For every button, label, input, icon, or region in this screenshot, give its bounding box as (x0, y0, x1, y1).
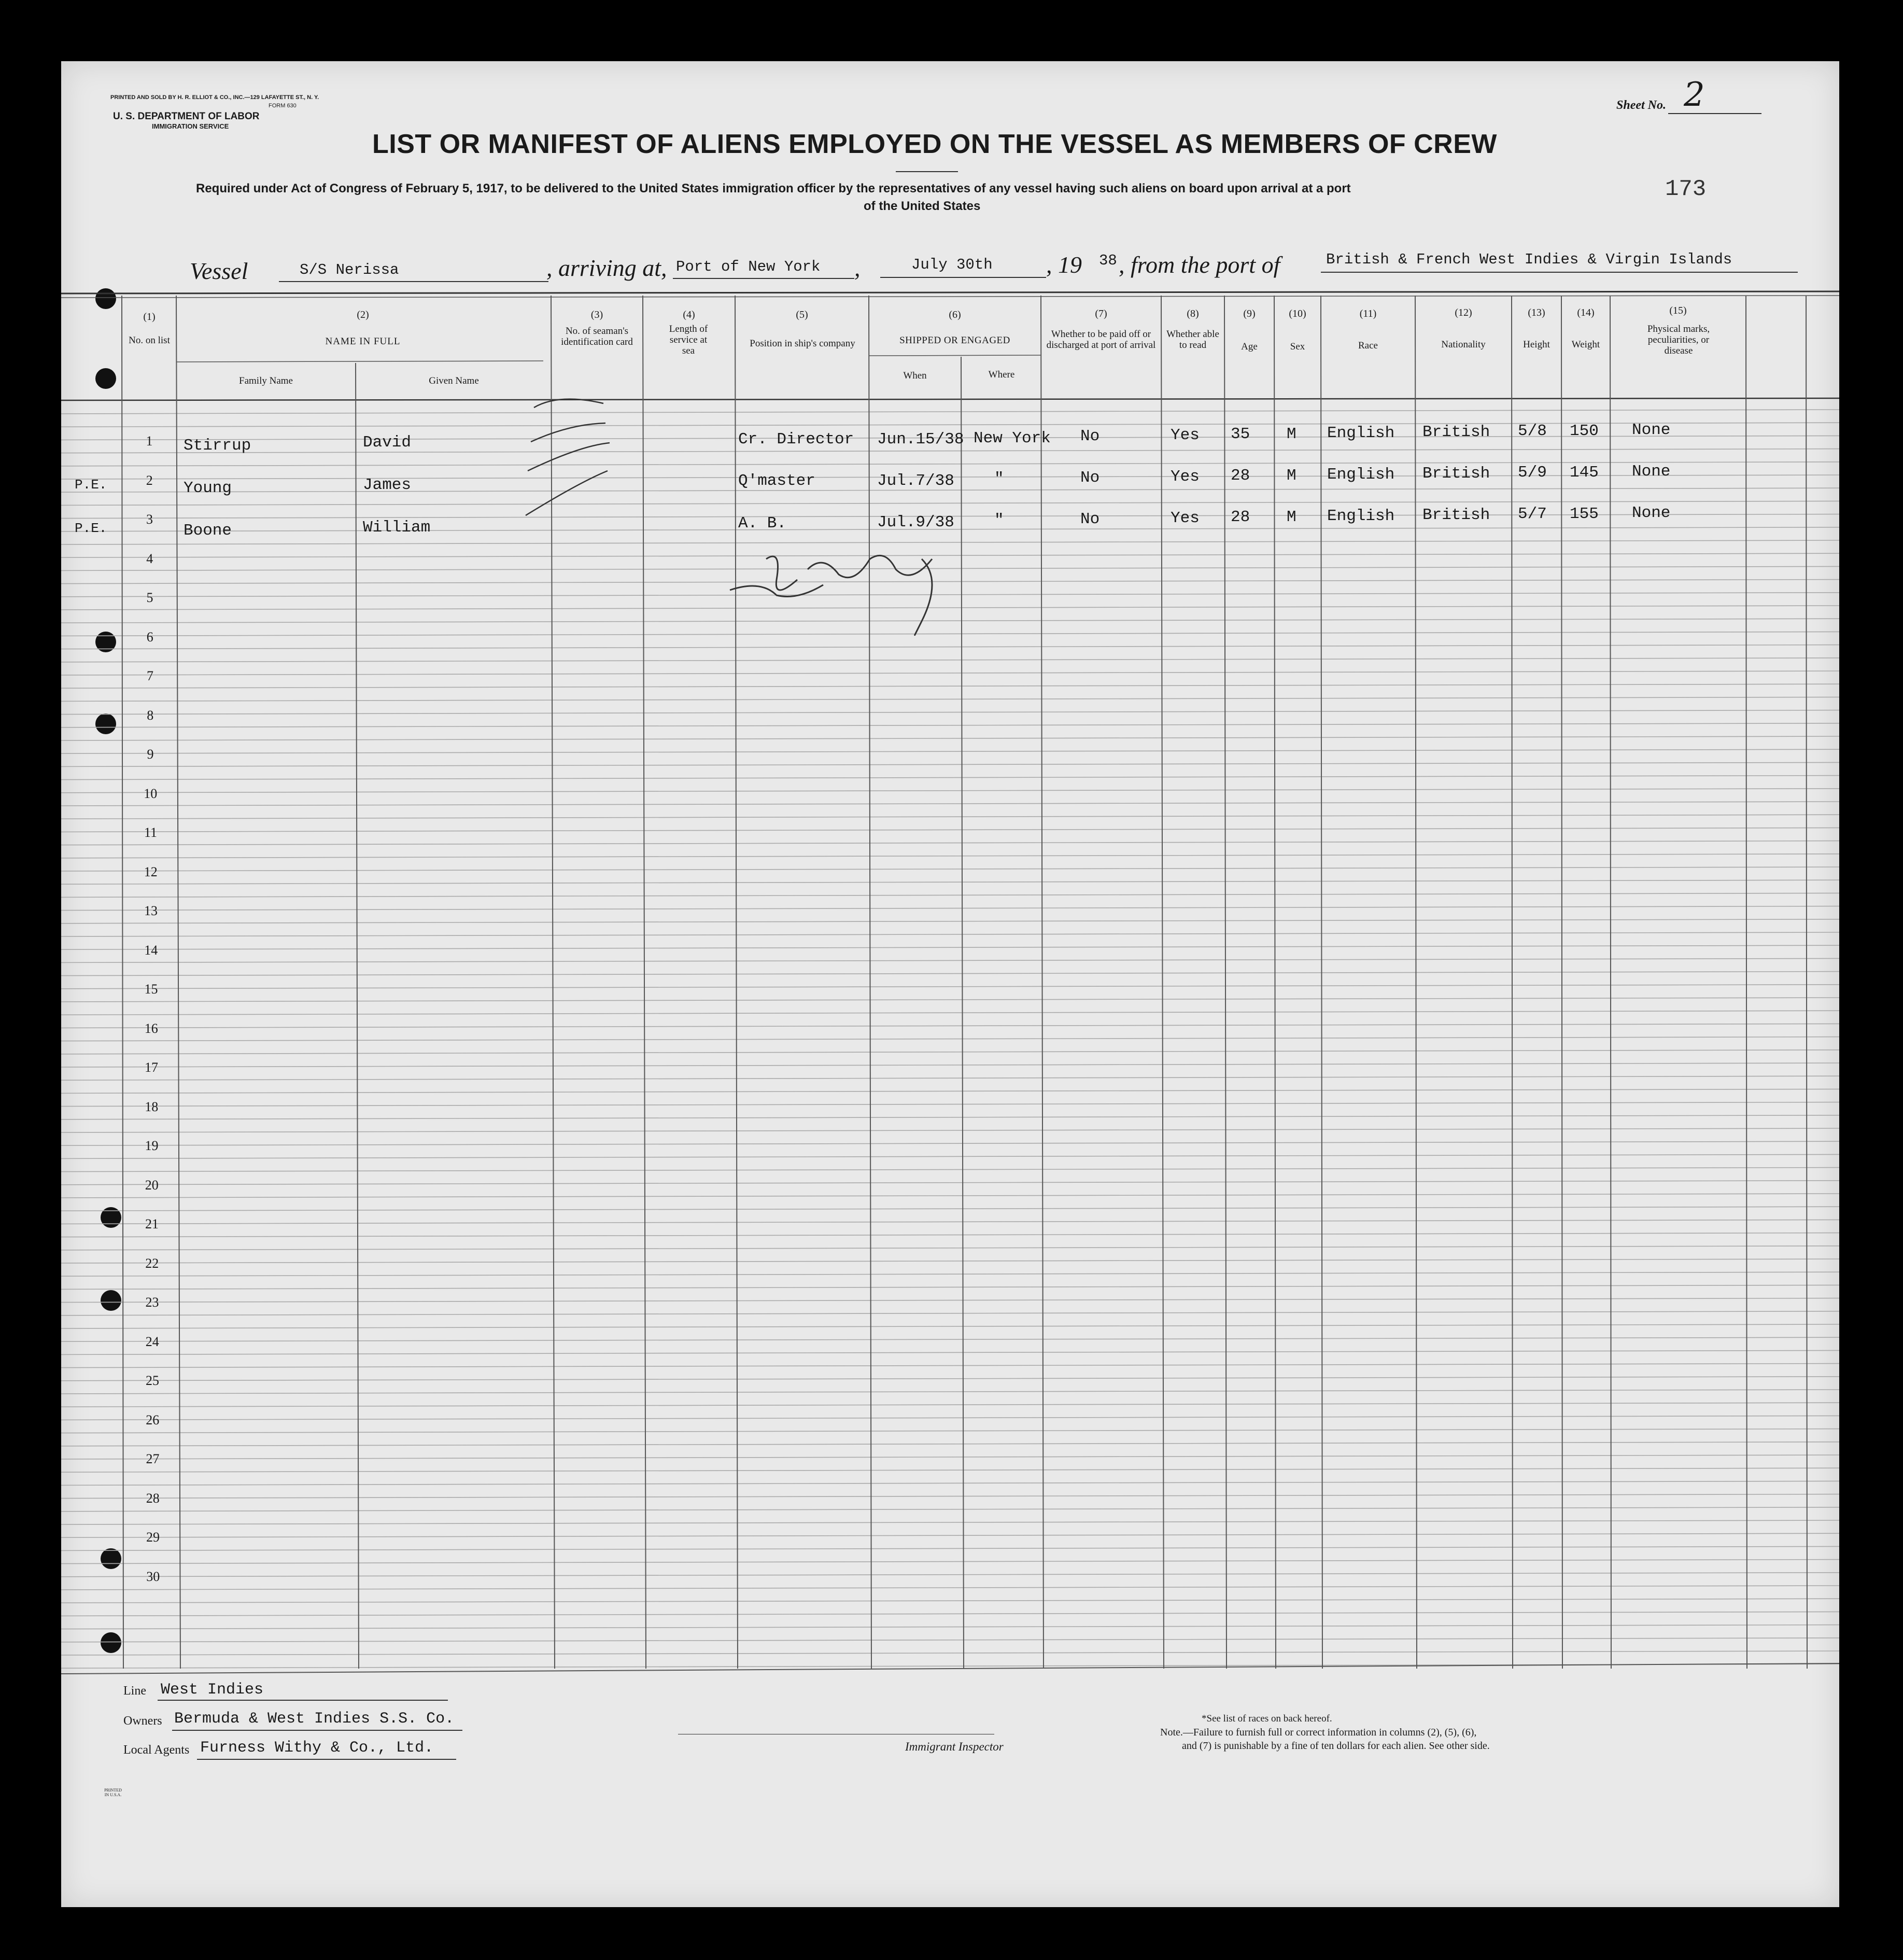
vessel-name: S/S Nerissa (300, 261, 399, 278)
height-cell: 5/9 (1518, 464, 1547, 482)
owners-underline (172, 1730, 462, 1731)
col5-number: (5) (796, 309, 808, 320)
col6-header: SHIPPED OR ENGAGED (899, 335, 1010, 346)
col14-header: Weight (1571, 339, 1600, 350)
line-value: West Indies (161, 1681, 264, 1699)
arrival-date: July 30th (911, 256, 993, 273)
col15-header: Physical marks, peculiarities, or disease (1647, 324, 1710, 356)
sex-cell: M (1287, 425, 1296, 443)
row-number: 17 (145, 1060, 158, 1075)
col12-header: Nationality (1441, 339, 1486, 350)
from-label: , from the port of (1119, 251, 1280, 278)
given-name-cell: James (363, 476, 412, 494)
position-cell: Q'master (738, 472, 815, 490)
row-number: 11 (144, 825, 158, 840)
col8-header: Whether able to read (1166, 329, 1219, 351)
manifest-sheet (61, 61, 1839, 1907)
subtitle-line2: of the United States (864, 199, 981, 213)
from-port: British & French West Indies & Virgin Islands (1326, 251, 1732, 268)
weight-cell: 150 (1570, 422, 1599, 440)
col5-header: Position in ship's company (750, 338, 855, 349)
stamp-number: 173 (1665, 176, 1707, 202)
col2-header: NAME IN FULL (325, 336, 401, 347)
row-number: 3 (146, 512, 153, 527)
col12-number: (12) (1455, 307, 1472, 318)
page-title: LIST OR MANIFEST OF ALIENS EMPLOYED ON THE VESSEL AS MEMBERS OF CREW (372, 129, 1497, 159)
line-label: Line (123, 1684, 146, 1698)
col1-number: (1) (143, 311, 156, 323)
row-number: 4 (146, 551, 153, 566)
shipped-when-cell: Jun.15/38 (877, 430, 964, 449)
col11-header: Race (1358, 340, 1378, 351)
department-label: U. S. DEPARTMENT OF LABOR (113, 111, 260, 122)
col13-number: (13) (1528, 307, 1545, 318)
row-number: 23 (145, 1295, 159, 1310)
arrival-year: 38 (1099, 252, 1117, 269)
arrival-port: Port of New York (676, 258, 821, 275)
physical-marks-cell: None (1632, 421, 1671, 439)
row-number: 15 (144, 982, 158, 997)
age-cell: 28 (1231, 508, 1250, 526)
able-to-read-cell: Yes (1171, 468, 1200, 486)
family-name-cell: Stirrup (184, 437, 251, 455)
form-number: FORM 630 (269, 103, 297, 109)
row-number: 5 (146, 590, 153, 605)
nationality-cell: British (1422, 465, 1490, 483)
row-margin-note: P.E. (75, 521, 107, 536)
col6-where-header: Where (988, 369, 1015, 380)
row-number: 8 (147, 707, 154, 723)
col14-number: (14) (1577, 307, 1595, 318)
shipped-when-cell: Jul.9/38 (877, 513, 954, 531)
shipped-when-cell: Jul.7/38 (877, 472, 954, 490)
col6-when-header: When (903, 370, 927, 381)
given-name-cell: William (363, 519, 431, 537)
row-number: 25 (146, 1373, 159, 1388)
paid-off-cell: No (1080, 427, 1100, 445)
col8-number: (8) (1187, 308, 1199, 319)
penalty-note-2: and (7) is punishable by a fine of ten dollars for each alien. See other side. (1182, 1740, 1490, 1752)
row-number: 21 (145, 1216, 159, 1231)
arriving-label: , arriving at, (546, 255, 667, 281)
printer-info: PRINTED AND SOLD BY H. R. ELLIOT & CO., INC.—129 LAFAYETTE ST., N. Y. (110, 94, 319, 101)
nationality-cell: British (1422, 423, 1490, 441)
row-number: 10 (144, 786, 158, 801)
owners-label: Owners (123, 1714, 162, 1728)
row-number: 1 (146, 433, 153, 449)
col3-header: No. of seaman's identification card (561, 326, 633, 347)
able-to-read-cell: Yes (1171, 426, 1200, 444)
sheet-label: Sheet No. (1616, 99, 1666, 112)
col10-header: Sex (1290, 341, 1305, 352)
race-cell: English (1327, 507, 1395, 525)
row-number: 9 (147, 747, 154, 762)
col15-number: (15) (1669, 305, 1687, 316)
printed-in-label: PRINTED IN U.S.A. (104, 1788, 122, 1797)
family-name-cell: Boone (184, 522, 232, 540)
shipped-where-cell: " (994, 470, 1004, 488)
row-number: 24 (145, 1334, 159, 1349)
row-number: 27 (146, 1451, 160, 1466)
col9-number: (9) (1243, 308, 1256, 319)
row-number: 30 (146, 1569, 160, 1584)
position-cell: A. B. (738, 514, 787, 533)
col7-header: Whether to be paid off or discharged at port of arrival (1046, 329, 1156, 351)
shipped-where-cell: New York (974, 429, 1051, 447)
age-cell: 28 (1231, 467, 1250, 485)
races-note: *See list of races on back hereof. (1202, 1713, 1332, 1724)
weight-cell: 145 (1570, 464, 1599, 482)
inspector-label: Immigrant Inspector (905, 1740, 1004, 1753)
col4-number: (4) (683, 309, 695, 320)
col11-number: (11) (1359, 308, 1377, 319)
service-label: IMMIGRATION SERVICE (152, 122, 229, 130)
col3-number: (3) (590, 309, 603, 320)
agents-label: Local Agents (123, 1743, 190, 1757)
row-number: 28 (146, 1490, 160, 1506)
year-label: , 19 (1046, 251, 1082, 278)
col1-header: No. on list (129, 335, 170, 346)
col13-header: Height (1523, 339, 1550, 350)
shipped-where-cell: " (994, 511, 1004, 529)
col2-family-header: Family Name (239, 375, 293, 386)
penalty-note-1: Note.—Failure to furnish full or correct information in columns (2), (5), (6), (1160, 1727, 1477, 1738)
row-number: 26 (146, 1412, 160, 1427)
height-cell: 5/7 (1518, 505, 1547, 523)
col7-number: (7) (1095, 308, 1107, 319)
race-cell: English (1327, 424, 1395, 442)
physical-marks-cell: None (1632, 463, 1671, 481)
line-underline (158, 1700, 448, 1701)
sex-cell: M (1287, 508, 1296, 526)
row-number: 19 (145, 1138, 159, 1153)
able-to-read-cell: Yes (1171, 509, 1200, 527)
row-number: 13 (144, 903, 158, 918)
row-number: 29 (146, 1530, 160, 1545)
agents-value: Furness Withy & Co., Ltd. (200, 1739, 434, 1757)
nationality-cell: British (1422, 506, 1490, 524)
sheet-number: 2 (1684, 76, 1705, 114)
row-margin-note: P.E. (75, 477, 107, 493)
row-number: 14 (144, 942, 158, 958)
date-comma: , (854, 255, 861, 281)
col2-number: (2) (357, 309, 369, 320)
height-cell: 5/8 (1518, 422, 1547, 440)
paid-off-cell: No (1080, 469, 1100, 487)
age-cell: 35 (1231, 425, 1250, 443)
row-number: 6 (146, 629, 153, 645)
physical-marks-cell: None (1632, 504, 1671, 522)
row-number: 16 (144, 1020, 158, 1036)
row-number: 20 (145, 1177, 159, 1193)
subtitle-line1: Required under Act of Congress of February 5, 1917, to be delivered to the United States immigration officer by the representatives of any vessel having such aliens on board upon arrival at a port (196, 181, 1351, 195)
row-number: 7 (147, 668, 153, 683)
position-cell: Cr. Director (738, 430, 854, 449)
col4-header: Length of service at sea (669, 324, 708, 356)
col10-number: (10) (1289, 308, 1306, 319)
vessel-label: Vessel (190, 258, 248, 284)
given-name-cell: David (363, 433, 412, 452)
weight-cell: 155 (1570, 505, 1599, 523)
col6-number: (6) (949, 309, 961, 320)
row-number: 18 (145, 1099, 159, 1114)
paid-off-cell: No (1080, 510, 1100, 528)
col9-header: Age (1241, 341, 1258, 352)
row-number: 2 (146, 472, 153, 488)
row-number: 22 (145, 1255, 159, 1271)
sex-cell: M (1287, 467, 1296, 485)
col2-given-header: Given Name (429, 375, 479, 386)
owners-value: Bermuda & West Indies S.S. Co. (174, 1710, 455, 1728)
row-number: 12 (144, 864, 158, 879)
agents-underline (197, 1759, 456, 1760)
family-name-cell: Young (184, 479, 232, 497)
signature (797, 600, 833, 611)
race-cell: English (1327, 466, 1395, 484)
